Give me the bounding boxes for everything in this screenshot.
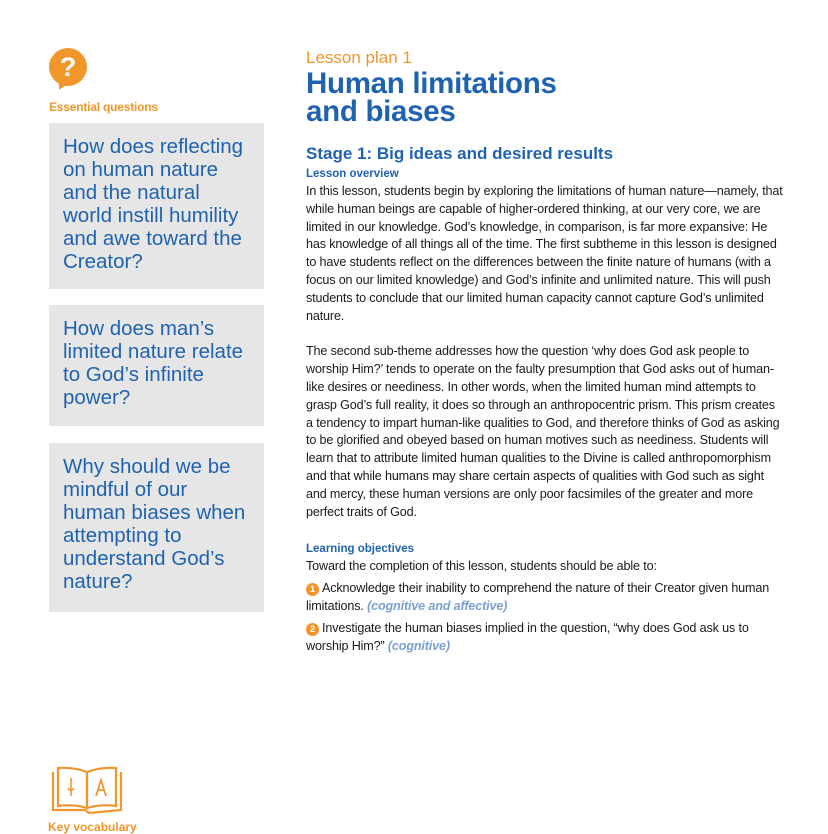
- overview-paragraph: In this lesson, students begin by exploring the limitations of human nature—namely, that while human beings are capable of higher-ordered thinking, at our very core, we are limited in our knowledge. God’s knowledge, in comparison, is far more expansive: He has knowledge of all things all of the time. The first subtheme in this lesson is designed to have students reflect on the differences between the finite nature of humans (with a focus on our limited knowledge) and God’s infinite and unlimited nature. This will push students to conclude that our limited human capacity cannot capture God’s unlimited nature.: [306, 184, 783, 323]
- lesson-title: [306, 67, 784, 128]
- stage-heading: Stage 1: Big ideas and desired results: [306, 144, 614, 163]
- key-vocabulary-label: Key vocabulary: [48, 820, 137, 834]
- essential-question-text: How does man’s limited nature relate to God’s infinite power?: [63, 317, 244, 409]
- objective-tag: (cognitive and affective): [367, 598, 508, 613]
- overview-paragraph: The second sub-theme addresses how the question ‘why does God ask people to worship Him?’ tends to operate on the faulty presumption that God asks out of human-like desires or neediness. In other words, when the limited human mind attempts to grasp God’s full reality, it does so through an anthropocentric prism. This prism creates a tendency to impart human-like qualities to God, and therefore thinks of God as asking to be glorified and obeyed based on human motives such as neediness. Students will learn that to attribute limited human qualities to the Divine is called anthropomorphism and that while humans may share certain aspects of qualities with God such as sight and mercy, these human versions are only poor facsimiles of the greater and more perfect traits of God.: [306, 344, 780, 519]
- essential-questions-sidebar: [49, 48, 264, 593]
- question-mark-icon: ?: [49, 48, 87, 86]
- essential-question-text: Why should we be mindful of our human biases when attempting to understand God’s nature?: [63, 455, 246, 593]
- objective-text: Acknowledge their inability to comprehend the nature of their Creator given human limitations.: [306, 581, 770, 613]
- objective-number-badge: 1: [306, 583, 319, 596]
- open-book-icon: [51, 766, 123, 814]
- objective-text: Investigate the human biases implied in the question, “why does God ask us to worship Him?”: [306, 620, 749, 653]
- lesson-title-line-2: and biases: [306, 95, 456, 128]
- essential-question-box: [49, 123, 264, 289]
- essential-questions-label: Essential questions: [49, 100, 158, 114]
- lesson-overview-heading: Lesson overview: [306, 168, 399, 180]
- objective-tag: (cognitive): [387, 638, 450, 653]
- objective-number-badge: 2: [306, 623, 319, 636]
- lesson-content: [306, 48, 784, 655]
- learning-objectives-heading: Learning objectives: [306, 543, 415, 556]
- objective-item: [306, 620, 784, 656]
- essential-question-box: [49, 305, 264, 426]
- essential-question-text: How does reflecting on human nature and the natural world instill humility and awe toward the Creator?: [63, 135, 244, 273]
- essential-question-box: [49, 443, 264, 612]
- objectives-intro: Toward the completion of this lesson, students should be able to:: [306, 559, 657, 574]
- lesson-title-line-1: Human limitations: [306, 67, 557, 100]
- objective-item: [306, 580, 784, 616]
- lesson-plan-label: Lesson plan 1: [306, 48, 412, 67]
